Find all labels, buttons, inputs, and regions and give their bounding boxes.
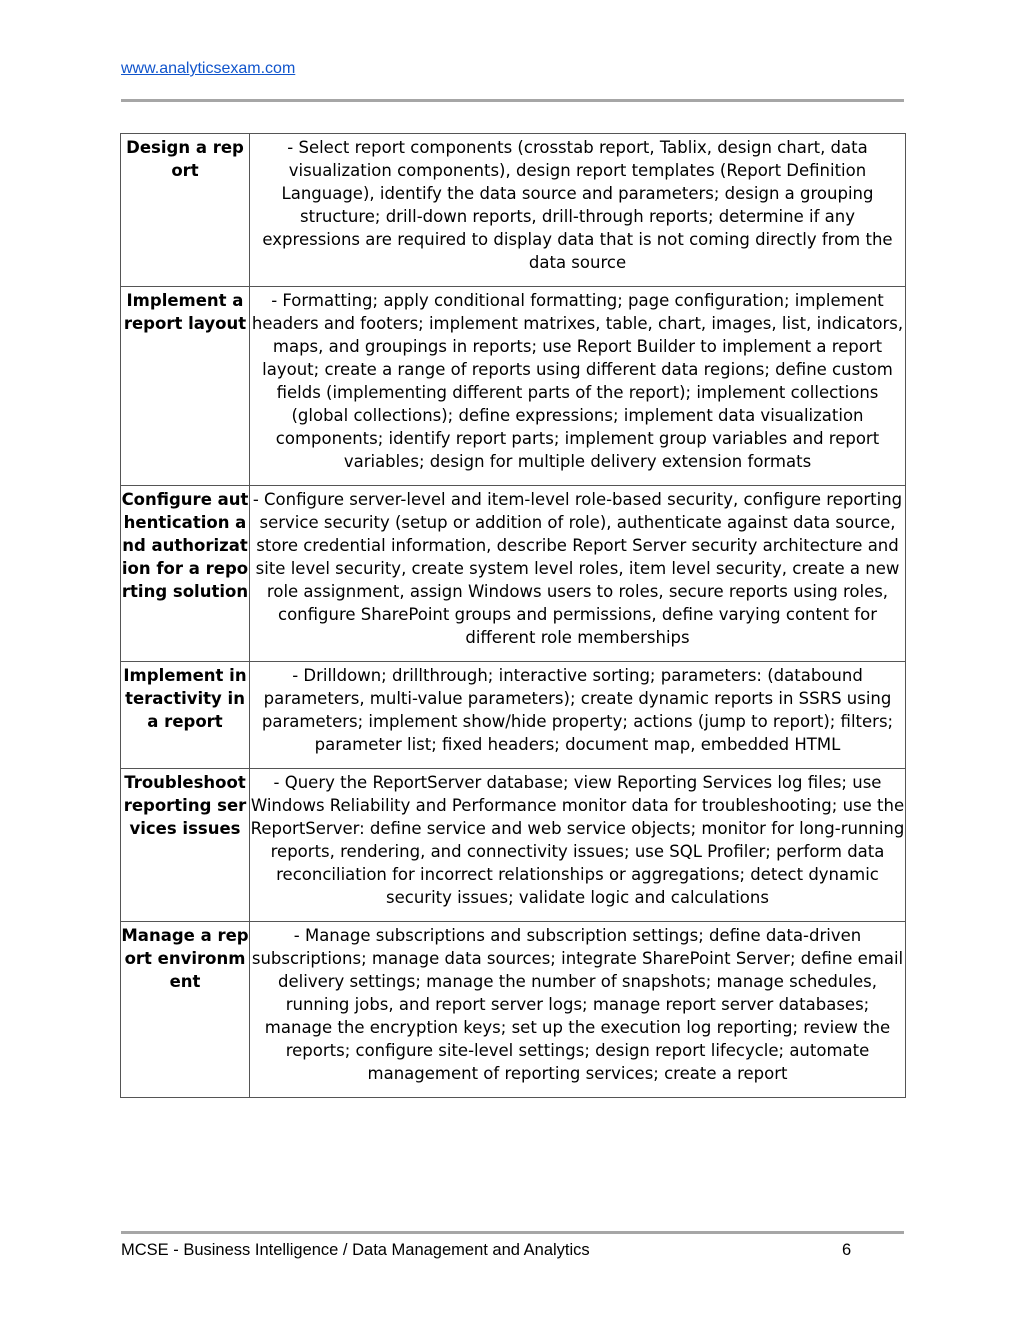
description-cell: - Select report components (crosstab report, Tablix, design chart, data visualization components), design report templates (Report Definition Language), identify the data source and parameters; design a grouping structure; drill-down reports, drill-through reports; determine if any expressions are required to display data that is not coming directly from the data source bbox=[250, 134, 906, 287]
exam-topics-table bbox=[120, 133, 906, 1098]
description-cell: - Query the ReportServer database; view Reporting Services log files; use Windows Reliability and Performance monitor data for troubleshooting; use the ReportServer: define service and web service objects; monitor for long-running reports, rendering, and connectivity issues; use SQL Profiler; perform data reconciliation for incorrect relationships or aggregations; detect dynamic security issues; validate logic and calculations bbox=[250, 769, 906, 922]
footer-title: MCSE - Business Intelligence / Data Management and Analytics bbox=[121, 1241, 590, 1259]
description-cell: - Formatting; apply conditional formatting; page configuration; implement headers and footers; implement matrixes, table, chart, images, list, indicators, maps, and groupings in reports; use Report Builder to implement a report layout; create a range of reports using different data regions; define custom fields (implementing different parts of the report); implement collections (global collections); define expressions; implement data visualization components; identify report parts; implement group variables and report variables; design for multiple delivery extension formats bbox=[250, 287, 906, 486]
topic-cell: Manage a report environment bbox=[121, 922, 250, 1098]
table-row bbox=[121, 922, 906, 1098]
description-cell: - Manage subscriptions and subscription settings; define data-driven subscriptions; manage data sources; integrate SharePoint Server; define email delivery settings; manage the number of snapshots; manage schedules, running jobs, and report server logs; manage report server databases; manage the encryption keys; set up the execution log reporting; review the reports; configure site-level settings; design report lifecycle; automate management of reporting services; create a report bbox=[250, 922, 906, 1098]
table-row bbox=[121, 662, 906, 769]
table-row bbox=[121, 134, 906, 287]
topic-cell: Implement interactivity in a report bbox=[121, 662, 250, 769]
header-divider bbox=[121, 99, 904, 102]
table-row bbox=[121, 486, 906, 662]
topic-cell: Configure authentication and authorization for a reporting solution bbox=[121, 486, 250, 662]
topic-cell: Implement a report layout bbox=[121, 287, 250, 486]
table-row bbox=[121, 287, 906, 486]
topic-cell: Troubleshoot reporting services issues bbox=[121, 769, 250, 922]
header-website-link[interactable]: www.analyticsexam.com bbox=[121, 60, 296, 77]
description-cell: - Drilldown; drillthrough; interactive sorting; parameters: (databound parameters, multi-value parameters); create dynamic reports in SSRS using parameters; implement show/hide property; actions (jump to report); filters; parameter list; fixed headers; document map, embedded HTML bbox=[250, 662, 906, 769]
table-row bbox=[121, 769, 906, 922]
topic-cell: Design a report bbox=[121, 134, 250, 287]
footer-divider bbox=[121, 1231, 904, 1234]
page-number: 6 bbox=[842, 1241, 852, 1259]
description-cell: - Configure server-level and item-level role-based security, configure reporting service security (setup or addition of role), authenticate against data source, store credential information, describe Report Server security architecture and site level security, create system level roles, item level security, create a new role assignment, assign Windows users to roles, secure reports using roles, configure SharePoint groups and permissions, define varying content for different role memberships bbox=[250, 486, 906, 662]
